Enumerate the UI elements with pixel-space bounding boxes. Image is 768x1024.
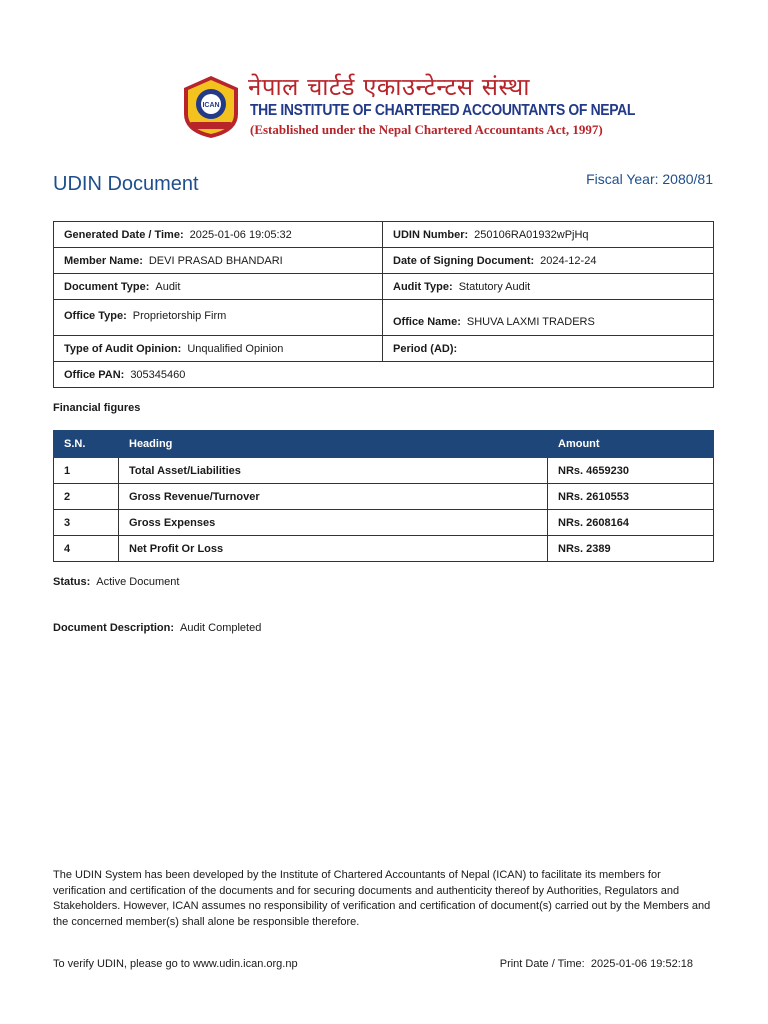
description-value: Audit Completed bbox=[180, 622, 262, 634]
table-row bbox=[54, 510, 714, 536]
office-type-cell bbox=[54, 300, 383, 336]
header-amount: Amount bbox=[548, 431, 714, 458]
description-label: Document Description: bbox=[53, 622, 175, 634]
verify-udin-text: To verify UDIN, please go to www.udin.ican.org.np bbox=[53, 958, 298, 970]
header-sn: S.N. bbox=[54, 431, 119, 458]
pan-value: 305345460 bbox=[130, 368, 186, 381]
header-heading: Heading bbox=[119, 431, 548, 458]
office-name-cell bbox=[383, 300, 714, 336]
generated-cell bbox=[54, 222, 383, 248]
fiscal-year-value: 2080/81 bbox=[662, 171, 713, 187]
row-amount: NRs. 2389 bbox=[548, 536, 714, 562]
office-name-value: SHUVA LAXMI TRADERS bbox=[466, 316, 595, 328]
row-amount: NRs. 2608164 bbox=[548, 510, 714, 536]
table-row bbox=[54, 536, 714, 562]
disclaimer-text: The UDIN System has been developed by the Institute of Chartered Accountants of Nepal (ICAN) to facilitate its members for verification and certification of the documents and for securing documents and authenticity thereof by Authorities, Regulators and Stakeholders. However, ICAN assumes no responsibility of verification and certification of document(s) carried out by the Members and the concerned member(s) shall alone be responsible therefore. bbox=[53, 869, 711, 928]
audit-type-label: Audit Type: bbox=[393, 280, 453, 293]
document-title: UDIN Document bbox=[53, 173, 199, 195]
row-heading: Gross Revenue/Turnover bbox=[119, 484, 548, 510]
row-sn: 1 bbox=[54, 458, 119, 484]
financial-figures-table bbox=[53, 430, 714, 562]
fiscal-year-label: Fiscal Year: bbox=[586, 171, 659, 187]
document-info-table bbox=[53, 221, 714, 388]
table-row bbox=[54, 458, 714, 484]
emblem-text: ICAN bbox=[202, 102, 220, 109]
audit-type-value: Statutory Audit bbox=[458, 280, 531, 293]
office-type-label: Office Type: bbox=[64, 310, 127, 322]
member-value: DEVI PRASAD BHANDARI bbox=[148, 254, 283, 267]
row-heading: Net Profit Or Loss bbox=[119, 536, 548, 562]
period-cell bbox=[383, 336, 714, 362]
ican-letterhead bbox=[180, 73, 636, 144]
member-label: Member Name: bbox=[64, 254, 143, 267]
row-amount: NRs. 2610553 bbox=[548, 484, 714, 510]
udin-cell bbox=[383, 222, 714, 248]
row-sn: 3 bbox=[54, 510, 119, 536]
status-label: Status: bbox=[53, 576, 91, 588]
udin-label: UDIN Number: bbox=[393, 228, 469, 241]
signing-label: Date of Signing Document: bbox=[393, 254, 535, 267]
office-type-value: Proprietorship Firm bbox=[132, 310, 227, 322]
ican-emblem-icon bbox=[180, 74, 242, 140]
print-label: Print Date / Time: bbox=[499, 958, 585, 970]
row-heading: Gross Expenses bbox=[119, 510, 548, 536]
period-label: Period (AD): bbox=[393, 342, 458, 355]
org-name-nepali: नेपाल चार्टर्ड एकाउन्टेन्टस संस्था bbox=[248, 73, 530, 101]
fiscal-year bbox=[586, 171, 713, 187]
doc-type-label: Document Type: bbox=[64, 280, 150, 293]
doc-type-value: Audit bbox=[155, 280, 181, 293]
udin-value: 250106RA01932wPjHq bbox=[474, 228, 589, 241]
print-datetime bbox=[500, 958, 693, 970]
document-description bbox=[53, 622, 261, 634]
org-name-english: THE INSTITUTE OF CHARTERED ACCOUNTANTS OF NEPAL bbox=[250, 102, 636, 119]
opinion-label: Type of Audit Opinion: bbox=[64, 342, 182, 355]
audit-type-cell bbox=[383, 274, 714, 300]
generated-value: 2025-01-06 19:05:32 bbox=[189, 228, 292, 241]
member-cell bbox=[54, 248, 383, 274]
office-name-label: Office Name: bbox=[393, 316, 461, 328]
signing-value: 2024-12-24 bbox=[540, 254, 597, 267]
opinion-value: Unqualified Opinion bbox=[187, 342, 284, 355]
pan-label: Office PAN: bbox=[64, 368, 125, 381]
establishment-note: (Established under the Nepal Chartered Accountants Act, 1997) bbox=[250, 122, 603, 137]
row-amount: NRs. 4659230 bbox=[548, 458, 714, 484]
signing-cell bbox=[383, 248, 714, 274]
row-heading: Total Asset/Liabilities bbox=[119, 458, 548, 484]
print-value: 2025-01-06 19:52:18 bbox=[590, 958, 693, 970]
pan-cell bbox=[54, 362, 714, 388]
status-value: Active Document bbox=[96, 576, 180, 588]
table-row bbox=[54, 484, 714, 510]
row-sn: 2 bbox=[54, 484, 119, 510]
doc-type-cell bbox=[54, 274, 383, 300]
opinion-cell bbox=[54, 336, 383, 362]
generated-label: Generated Date / Time: bbox=[64, 228, 184, 241]
document-status bbox=[53, 576, 179, 588]
row-sn: 4 bbox=[54, 536, 119, 562]
financial-figures-caption: Financial figures bbox=[53, 402, 141, 414]
